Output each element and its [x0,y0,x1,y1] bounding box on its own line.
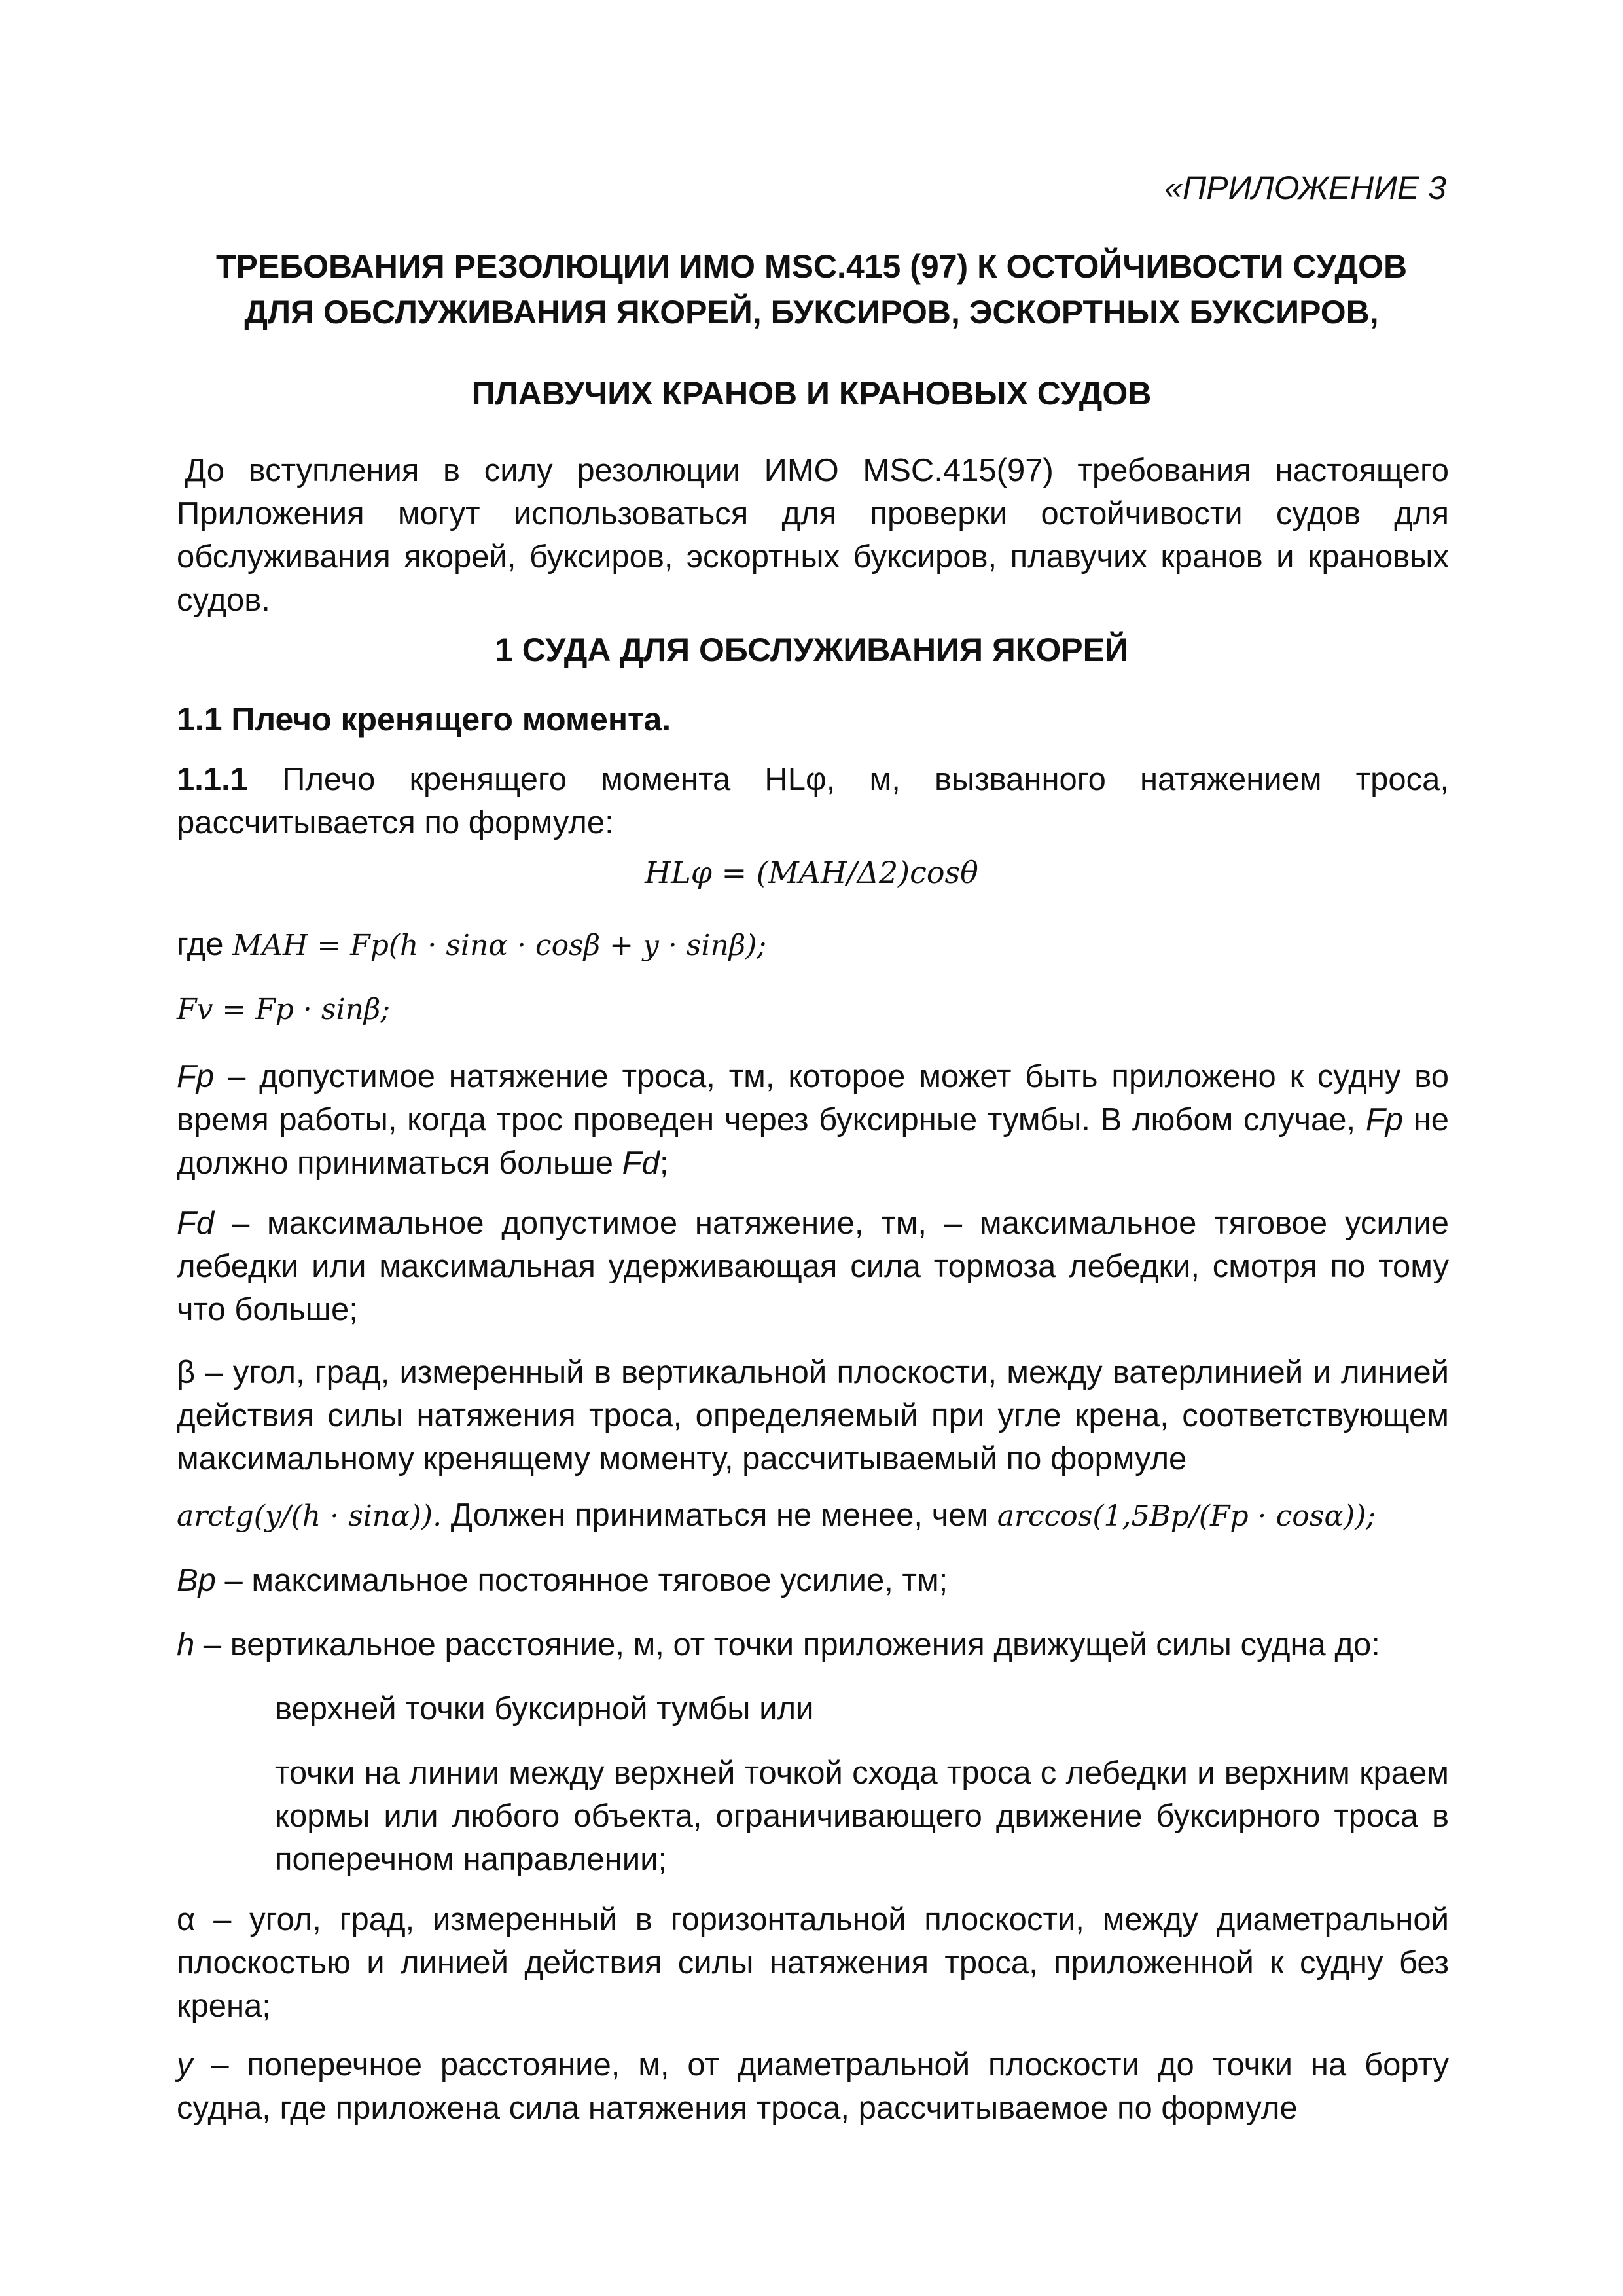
arccos-formula: arccos(1,5Bp/(Fp · cosα)); [997,1499,1376,1533]
title-line-3: ПЛАВУЧИХ КРАНОВ И КРАНОВЫХ СУДОВ [471,375,1152,412]
mah-formula: MAH = Fp(h · sinα · cosβ + y · sinβ); [232,929,767,962]
h-item-1: верхней точки буксирной тумбы или [275,1691,814,1727]
fd-definition [177,1202,1449,1331]
fp-definition [177,1055,1449,1185]
clause-text: Плечо кренящего момента HLφ, м, вызванного натяжением троса, рассчитывается по формуле: [177,762,1449,840]
bp-text: – максимальное постоянное тяговое усилие, тм; [215,1563,948,1598]
y-definition [177,2043,1449,2130]
fp-symbol: Fp [177,1059,215,1094]
fp-text-2: не должно приниматься больше [177,1102,1449,1181]
fp-text-1: – допустимое натяжение троса, тм, которое может быть приложено к судну во время работы, когда трос проведен через буксирные тумбы. В любом случае, [177,1059,1449,1138]
where-prefix: где [177,927,233,962]
subsection-1-1-heading: 1.1 Плечо кренящего момента. [177,701,671,738]
y-symbol: y [177,2047,193,2083]
fd-text: – максимальное допустимое натяжение, тм, – максимальное тяговое усилие лебедки или максимальная удерживающая сила тормоза лебедки, смотря по тому что больше; [177,1206,1449,1327]
arctg-text: Должен приниматься не менее, чем [442,1498,997,1533]
section-1-heading: 1 СУДА ДЛЯ ОБСЛУЖИВАНИЯ ЯКОРЕЙ [495,632,1128,668]
arctg-formula: arctg(y/(h · sinα)). [177,1499,442,1533]
h-symbol: h [177,1627,195,1662]
fd-reference: Fd [622,1145,660,1181]
clause-1-1-1 [177,758,1449,844]
mah-definition [177,923,1449,967]
title-line-1: ТРЕБОВАНИЯ РЕЗОЛЮЦИИ ИМО MSC.415 (97) К ОСТОЙЧИВОСТИ СУДОВ [215,248,1408,285]
main-formula: HLφ = (MAH/Δ2)cosθ [645,855,978,890]
bp-symbol: Bp [177,1563,216,1598]
h-item-2: точки на линии между верхней точкой схода троса с лебедки и верхним краем кормы или любого объекта, ограничивающего движение буксирного троса в поперечном направлении; [275,1755,1449,1877]
h-text: – вертикальное расстояние, м, от точки приложения движущей силы судна до: [194,1627,1380,1662]
fd-symbol: Fd [177,1206,215,1241]
fv-formula: Fv = Fp · sinβ; [177,993,391,1026]
intro-paragraph: До вступления в силу резолюции ИМО MSC.415(97) требования настоящего Приложения могут использоваться для проверки остойчивости судов для обслуживания якорей, буксиров, эскортных буксиров, плавучих кранов и крановых судов. [177,453,1449,618]
h-definition [177,1623,1449,1666]
appendix-label: «ПРИЛОЖЕНИЕ 3 [1164,170,1446,206]
alpha-definition: α – угол, град, измеренный в горизонтальной плоскости, между диаметральной плоскостью и линией действия силы натяжения троса, приложенной к судну без крена; [177,1902,1449,2024]
fp-text-3: ; [659,1145,669,1181]
beta-definition: β – угол, град, измеренный в вертикальной плоскости, между ватерлинией и линией действия силы натяжения троса, определяемый при угле крена, соответствующем максимальному кренящему моменту, рассчитываемый по формуле [177,1355,1449,1477]
title-line-2: ДЛЯ ОБСЛУЖИВАНИЯ ЯКОРЕЙ, БУКСИРОВ, ЭСКОРТНЫХ БУКСИРОВ, [244,294,1379,331]
bp-definition [177,1559,1449,1602]
beta-formula-line [177,1494,1449,1538]
clause-number: 1.1.1 [177,762,248,797]
fp-symbol-2: Fp [1365,1102,1404,1138]
y-text: – поперечное расстояние, м, от диаметральной плоскости до точки на борту судна, где приложена сила натяжения троса, рассчитываемое по формуле [177,2047,1449,2126]
